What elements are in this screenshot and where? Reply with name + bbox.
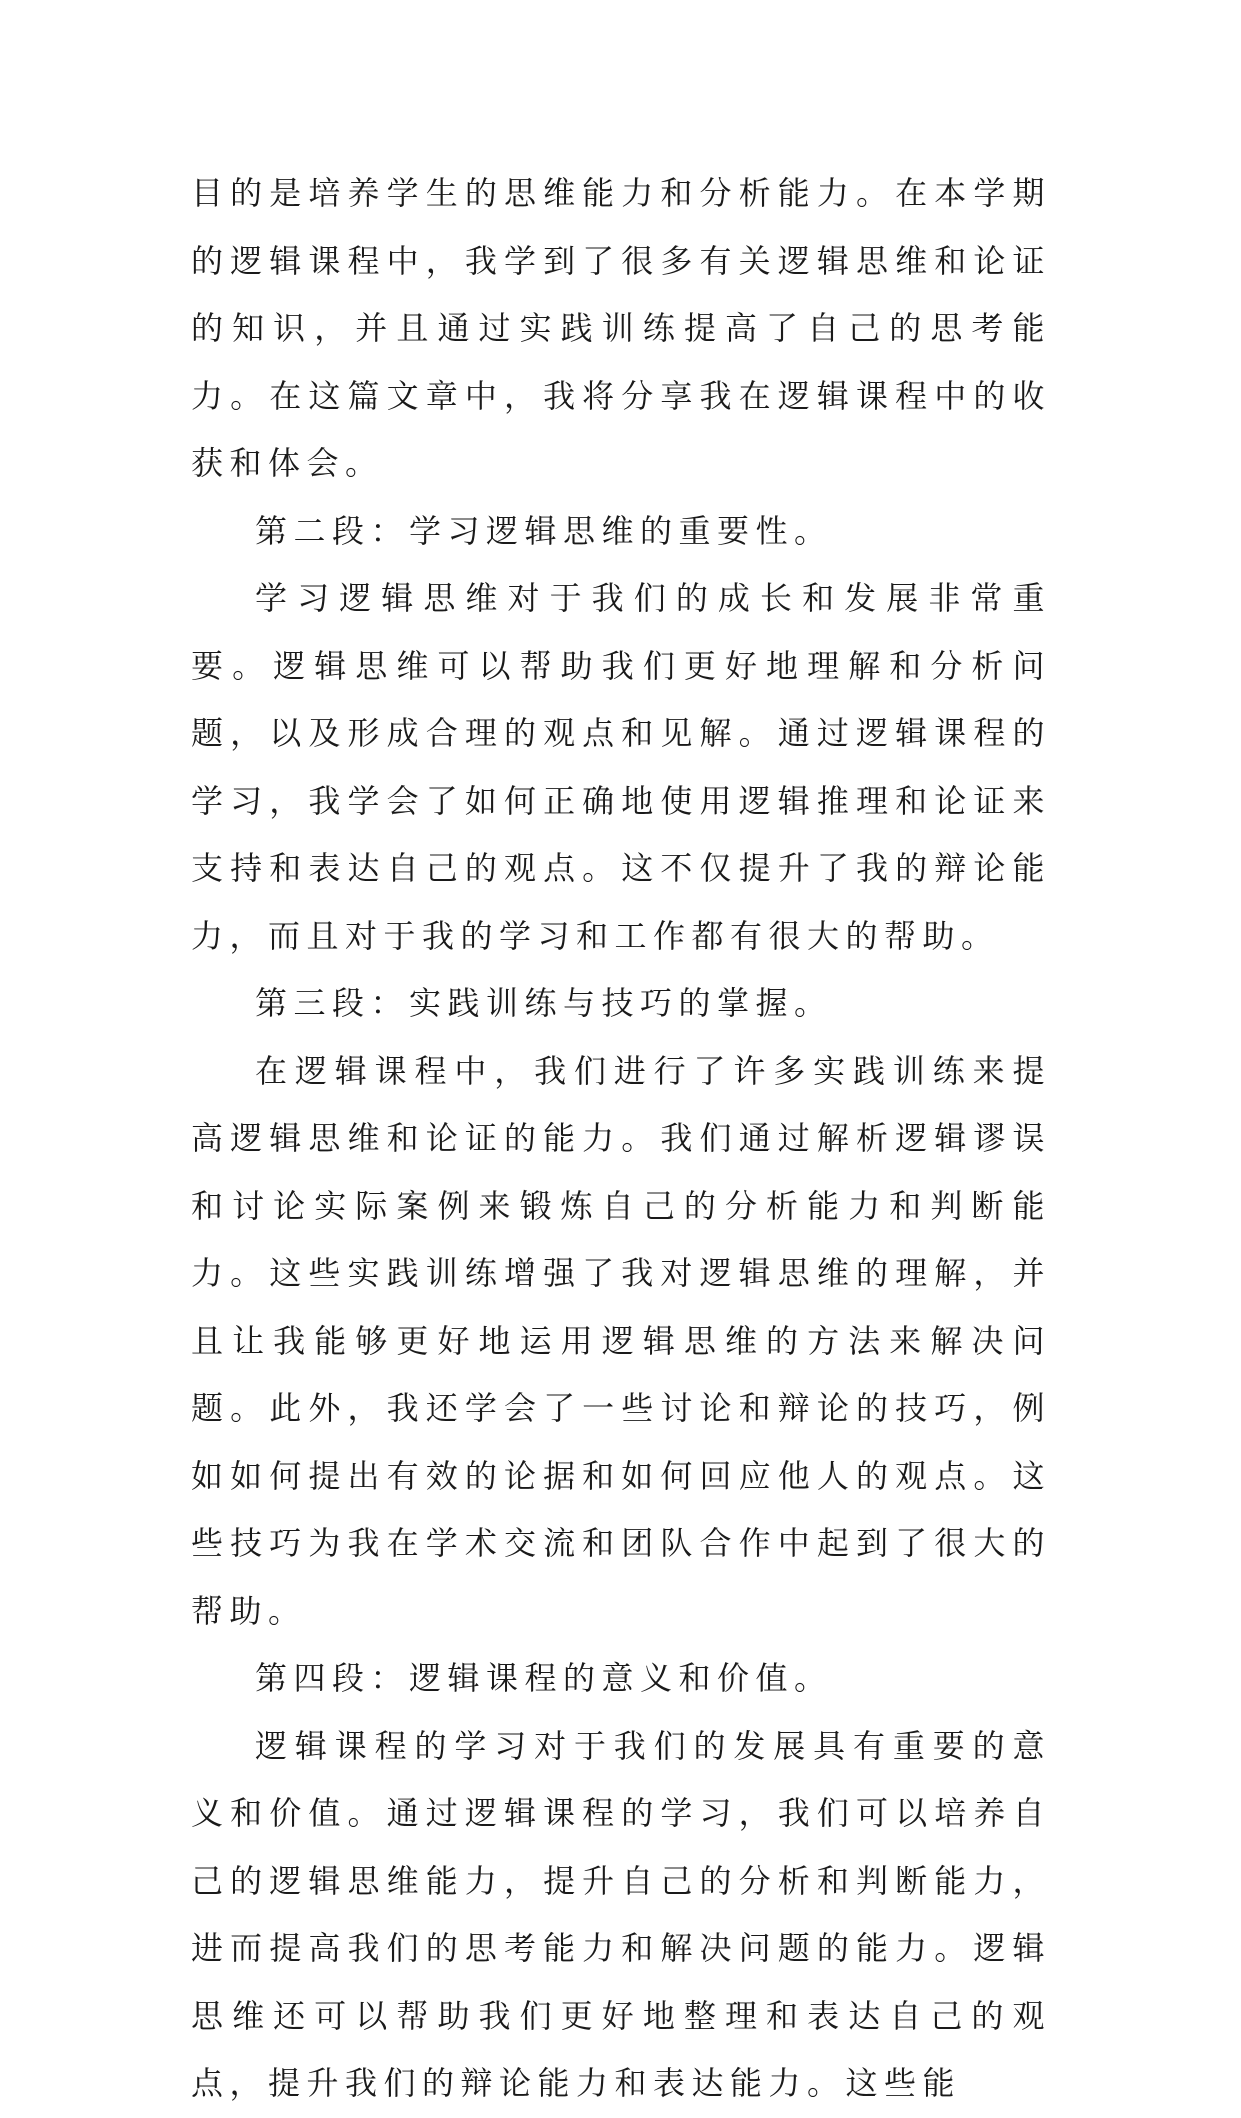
document-body — [191, 160, 1051, 2118]
section-heading-4: 第四段：逻辑课程的意义和价值。 — [255, 1659, 833, 1697]
section-heading-3: 第三段：实践训练与技巧的掌握。 — [255, 984, 833, 1022]
paragraph-section-4: 逻辑课程的学习对于我们的发展具有重要的意义和价值。通过逻辑课程的学习，我们可以培养自己的逻辑思维能力，提升自己的分析和判断能力，进而提高我们的思考能力和解决问题的能力。逻辑思维还可以帮助我们更好地整理和表达自己的观点，提升我们的辩论能力和表达能力。这些能 — [191, 1726, 1051, 2102]
section-heading-2: 第二段：学习逻辑思维的重要性。 — [255, 511, 833, 550]
paragraph-section-3: 在逻辑课程中，我们进行了许多实践训练来提高逻辑思维和论证的能力。我们通过解析逻辑谬误和讨论实际案例来锻炼自己的分析能力和判断能力。这些实践训练增强了我对逻辑思维的理解，并且让我能够更好地运用逻辑思维的方法来解决问题。此外，我还学会了一些讨论和辩论的技巧，例如如何提出有效的论据和如何回应他人的观点。这些技巧为我在学术交流和团队合作中起到了很大的帮助。 — [191, 1051, 1051, 1630]
paragraph-section-2: 学习逻辑思维对于我们的成长和发展非常重要。逻辑思维可以帮助我们更好地理解和分析问题，以及形成合理的观点和见解。通过逻辑课程的学习，我学会了如何正确地使用逻辑推理和论证来支持和表达自己的观点。这不仅提升了我的辩论能力，而且对于我的学习和工作都有很大的帮助。 — [191, 579, 1051, 955]
paragraph-intro: 目的是培养学生的思维能力和分析能力。在本学期的逻辑课程中，我学到了很多有关逻辑思维和论证的知识，并且通过实践训练提高了自己的思考能力。在这篇文章中，我将分享我在逻辑课程中的收获和体会。 — [191, 174, 1051, 482]
